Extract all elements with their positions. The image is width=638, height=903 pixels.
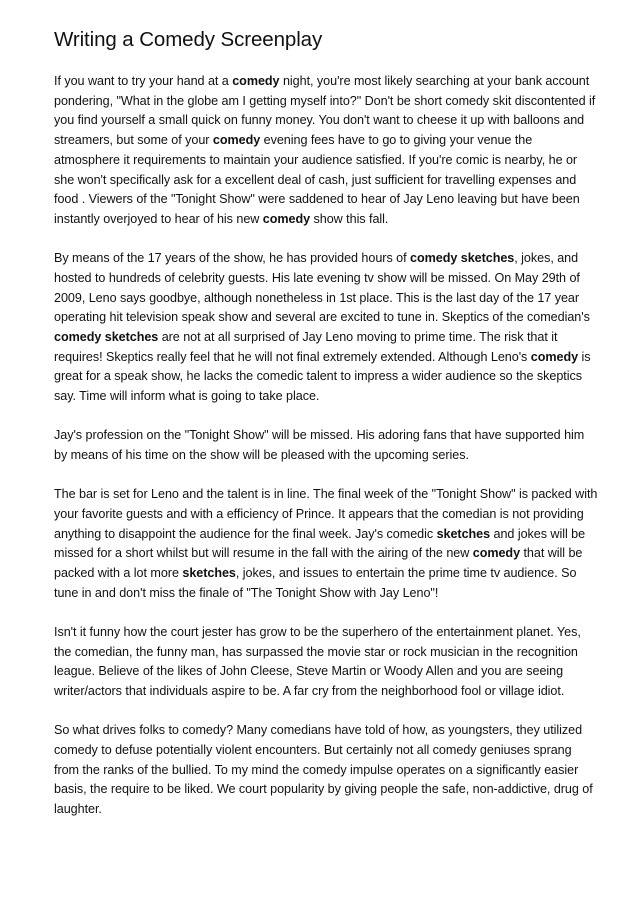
- text-segment: is great for a speak show, he lacks the comedic talent to impress a wider audience so the skeptics say. Time will inform what is going to take place.: [54, 349, 591, 404]
- text-segment: Isn't it funny how the court jester has grow to be the superhero of the entertainment planet. Yes, the comedian, the funny man, has surpassed the movie star or rock musician in the recognition league. Believe of the likes of John Cleese, Steve Martin or Woody Allen and you are seeing writer/actors that individuals aspire to be. A far cry from the neighborhood fool or village idiot.: [54, 624, 581, 698]
- text-segment: , jokes, and hosted to hundreds of celebrity guests. His late evening tv show will be missed. On May 29th of 2009, Leno says goodbye, although nonetheless in 1st place. This is the last day of the 17 year operating hit television speak show and several are excited to tune in. Skeptics of the comedian's: [54, 251, 590, 325]
- text-segment: night, you're most likely searching at your bank account pondering, "What in the globe am I getting myself into?" Don't be short comedy skit discontented if you find yourself a small quick on funny money. You don't want to cheese it up with balloons and streamers, but some of your: [54, 74, 596, 148]
- text-segment: If you want to try your hand at a: [54, 74, 233, 88]
- document-title: Writing a Comedy Screenplay: [54, 28, 323, 51]
- keyword-bold: comedy: [472, 546, 521, 561]
- text-segment: that will be packed with a lot more: [54, 546, 583, 580]
- keyword-bold: comedy sketches: [410, 251, 515, 266]
- text-segment: So what drives folks to comedy? Many comedians have told of how, as youngsters, they utilized comedy to defuse potentially violent encounters. But certainly not all comedy geniuses sprang from the ranks of the bullied. To my mind the comedy impulse operates on a significantly easier basis, the require to be liked. We court popularity by giving people the safe, non-addictive, drug of laughter.: [54, 723, 593, 816]
- paragraph-5: [54, 623, 599, 702]
- text-segment: show this fall.: [310, 211, 389, 226]
- text-segment: are not at all surprised of Jay Leno moving to prime time. The risk that it requires! Skeptics really feel that he will not final extremely extended. Although Leno's: [54, 329, 558, 364]
- keyword-bold: comedy sketches: [54, 329, 159, 344]
- keyword-bold: comedy: [212, 133, 261, 148]
- text-segment: and jokes will be missed for a short whilst but will resume in the fall with the airing of the new: [54, 526, 586, 561]
- text-segment: By means of the 17 years of the show, he has provided hours of: [54, 251, 410, 266]
- keyword-bold: comedy: [530, 349, 579, 364]
- document-page: [54, 26, 599, 839]
- paragraph-1: [54, 72, 599, 230]
- text-segment: The bar is set for Leno and the talent is in line. The final week of the "Tonight Show" is packed with your favorite guests and with a efficiency of Prince. It appears that the comedian is not providing anything to disappoint the audience for the final week. Jay's comedic: [54, 487, 598, 541]
- keyword-bold: comedy: [262, 211, 311, 226]
- paragraph-2: [54, 249, 599, 407]
- paragraph-6: [54, 721, 599, 820]
- text-segment: Jay's profession on the "Tonight Show" will be missed. His adoring fans that have supported him by means of his time on the show will be pleased with the upcoming series.: [54, 428, 585, 462]
- text-segment: evening fees have to go to giving your venue the atmosphere it requirements to maintain your audience satisfied. If you're comic is nearby, he or she won't specifically ask for a excellent deal of cash, just sufficient for travelling expenses and food . Viewers of the "Tonight Show" were saddened to hear of Jay Leno leaving but have been instantly overjoyed to hear of his new: [54, 133, 580, 226]
- paragraph-3: [54, 426, 599, 465]
- text-segment: , jokes, and issues to entertain the prime time tv audience. So tune in and don't miss the finale of "The Tonight Show with Jay Leno"!: [54, 565, 577, 600]
- keyword-bold: sketches: [182, 565, 236, 580]
- paragraph-4: [54, 485, 599, 603]
- keyword-bold: comedy: [232, 74, 280, 88]
- keyword-bold: sketches: [436, 526, 491, 541]
